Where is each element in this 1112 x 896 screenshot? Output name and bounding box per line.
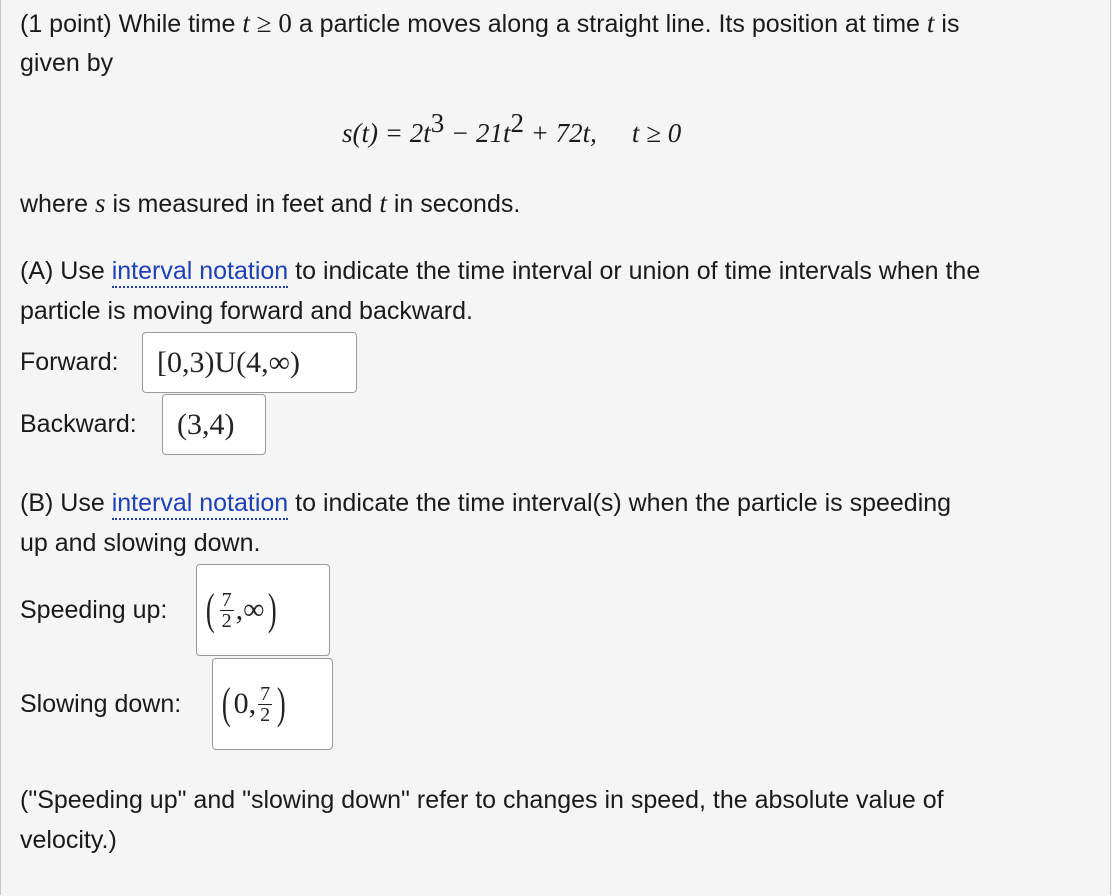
- intro-line-2: given by: [20, 49, 114, 77]
- equation-lhs: s(t) = 2t: [342, 118, 431, 148]
- backward-label: Backward:: [20, 410, 137, 438]
- right-paren-icon: ): [277, 679, 286, 728]
- intro-line-1: [20, 4, 959, 44]
- partB-line-1: [20, 484, 951, 523]
- intro-end: is: [941, 10, 960, 38]
- intro-cond: ≥ 0: [256, 8, 292, 38]
- partB-line-2: up and slowing down.: [20, 529, 261, 557]
- equation-mid2: + 72t,: [523, 118, 597, 148]
- speeding-tail: ,∞: [235, 593, 265, 626]
- equation-exp1: 3: [430, 108, 445, 138]
- where-end: in seconds.: [393, 190, 521, 218]
- forward-label: Forward:: [20, 348, 119, 376]
- position-equation: [342, 108, 682, 154]
- seven-halves-fraction: [220, 590, 234, 631]
- intro-prefix: (1 point) While time: [20, 10, 236, 38]
- partB-rest: to indicate the time interval(s) when the particle is speeding: [295, 489, 952, 517]
- where-t: t: [379, 188, 387, 218]
- fraction-numerator: 7: [221, 588, 232, 611]
- fraction-numerator: 7: [260, 682, 271, 705]
- equation-mid1: − 21t: [444, 118, 511, 148]
- fraction-denominator: 2: [221, 609, 232, 632]
- backward-answer-value: (3,4): [177, 407, 235, 441]
- intro-rest: a particle moves along a straight line. Its position at time: [298, 10, 920, 38]
- slowing-down-label: Slowing down:: [20, 690, 182, 718]
- slowing-head: 0,: [233, 687, 257, 720]
- partA-line-2: particle is moving forward and backward.: [20, 297, 473, 325]
- forward-answer-input[interactable]: [142, 332, 357, 393]
- partA-rest: to indicate the time interval or union of time intervals when the: [295, 257, 981, 285]
- partB-prefix: (B) Use: [20, 489, 105, 517]
- equation-cond: t ≥ 0: [631, 118, 682, 148]
- intro-var2: t: [926, 8, 935, 38]
- right-paren-icon: ): [267, 585, 277, 634]
- partA-line-1: [20, 252, 980, 291]
- units-line: [20, 184, 520, 224]
- speeding-up-label: Speeding up:: [20, 596, 168, 624]
- intro-var: t: [242, 8, 250, 38]
- backward-answer-input[interactable]: [162, 394, 266, 455]
- partA-prefix: (A) Use: [20, 257, 105, 285]
- interval-notation-link-a[interactable]: interval notation: [112, 257, 289, 288]
- note-line-1: ("Speeding up" and "slowing down" refer to changes in speed, the absolute value of: [20, 786, 944, 814]
- slowing-down-answer-input[interactable]: [212, 658, 333, 750]
- equation-exp2: 2: [510, 108, 524, 138]
- forward-answer-value: [0,3)U(4,∞): [157, 345, 301, 379]
- where-mid: is measured in feet and: [112, 190, 373, 218]
- left-paren-icon: (: [221, 679, 231, 728]
- note-line-2: velocity.): [20, 826, 117, 854]
- where-s: s: [95, 188, 106, 218]
- fraction-denominator: 2: [260, 703, 271, 726]
- speeding-up-answer-input[interactable]: [196, 564, 330, 656]
- seven-halves-fraction: [258, 684, 272, 725]
- where-prefix: where: [20, 190, 89, 218]
- left-paren-icon: (: [205, 585, 215, 634]
- interval-notation-link-b[interactable]: interval notation: [112, 489, 289, 520]
